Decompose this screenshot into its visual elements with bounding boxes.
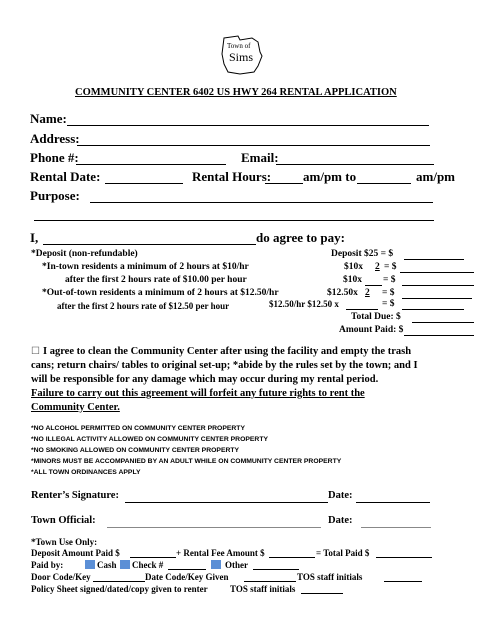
policy-staff-initials-label: TOS staff initials	[230, 584, 296, 594]
deposit-label: *Deposit (non-refundable)	[31, 249, 138, 259]
cash-checkbox[interactable]	[85, 560, 95, 569]
other-checkbox[interactable]	[211, 560, 221, 569]
in-town-after-amount-field[interactable]	[402, 285, 474, 286]
renter-date-label: Date:	[328, 490, 353, 501]
deposit-paid-field[interactable]	[130, 557, 176, 558]
total-due-field[interactable]	[412, 322, 474, 323]
door-code-field[interactable]	[93, 581, 145, 582]
in-town-rate: *In-town residents a minimum of 2 hours at $10/hr	[42, 262, 249, 272]
address-field[interactable]	[77, 145, 430, 146]
other-label: Other	[225, 560, 248, 570]
phone-label: Phone #:	[30, 150, 79, 165]
agreement-line1: I agree to clean the Community Center after using the facility and empty the trash	[43, 346, 412, 357]
total-due-label: Total Due: $	[351, 312, 401, 322]
out-town-after-hours-field[interactable]	[346, 309, 378, 310]
agree-checkbox[interactable]: ☐	[31, 346, 40, 357]
town-use-heading: *Town Use Only:	[31, 537, 98, 547]
town-use-row1-c: = Total Paid $	[316, 548, 370, 558]
check-checkbox[interactable]	[120, 560, 130, 569]
town-official-field[interactable]	[107, 527, 321, 528]
address-label: Address:	[30, 131, 80, 146]
out-town-amount-field[interactable]	[402, 298, 472, 299]
town-logo	[218, 34, 266, 76]
rental-hours-end-field[interactable]	[357, 183, 411, 184]
in-town-after-eq: = $	[383, 275, 396, 285]
total-paid-field[interactable]	[376, 557, 432, 558]
out-town-calc-a: $12.50x	[327, 288, 358, 298]
cash-label: Cash	[97, 560, 117, 570]
amount-paid-label: Amount Paid: $	[339, 325, 404, 335]
official-date-label: Date:	[328, 515, 353, 526]
out-town-calc-eq: = $	[382, 288, 395, 298]
check-number-field[interactable]	[168, 569, 206, 570]
name-field[interactable]	[67, 125, 429, 126]
paid-by-label: Paid by:	[31, 560, 64, 570]
staff-initials-field[interactable]	[384, 581, 422, 582]
out-town-after-amount-field[interactable]	[402, 309, 464, 310]
door-code-label: Door Code/Key	[31, 572, 91, 582]
in-town-calc-a: $10x	[344, 262, 363, 272]
agreement-line4: Failure to carry out this agreement will forfeit any future rights to rent the	[31, 388, 365, 399]
agree-name-field[interactable]	[43, 244, 256, 245]
out-town-calc-hours: 2	[365, 288, 370, 298]
phone-field[interactable]	[76, 164, 226, 165]
agreement-line5: Community Center.	[31, 402, 120, 413]
rental-hours-start-field[interactable]	[265, 183, 303, 184]
rule-item: *NO ALCOHOL PERMITTED ON COMMUNITY CENTER PROPERTY	[31, 425, 245, 432]
page-title: COMMUNITY CENTER 6402 US HWY 264 RENTAL APPLICATION	[75, 87, 397, 98]
in-town-calc-eq: = $	[384, 262, 397, 272]
agreement-line2: cans; return chairs/ tables to original set-up; *abide by the rules set by the town; and I	[31, 360, 418, 371]
town-use-row1-a: Deposit Amount Paid $	[31, 548, 120, 558]
rule-item: *MINORS MUST BE ACCOMPANIED BY AN ADULT WHILE ON COMMUNITY CENTER PROPERTY	[31, 458, 342, 465]
in-town-after: after the first 2 hours rate of $10.00 per hour	[65, 275, 247, 285]
purpose-label: Purpose:	[30, 188, 80, 203]
logo-line1: Town of	[227, 42, 251, 50]
email-field[interactable]	[276, 164, 434, 165]
renter-signature-field[interactable]	[125, 502, 328, 503]
in-town-after-hours-field[interactable]	[365, 285, 382, 286]
rule-item: *NO SMOKING ALLOWED ON COMMUNITY CENTER PROPERTY	[31, 447, 240, 454]
email-label: Email:	[241, 150, 279, 165]
check-label: Check #	[132, 560, 164, 570]
official-date-field[interactable]	[361, 527, 431, 528]
renter-signature-label: Renter’s Signature:	[31, 490, 119, 501]
deposit-value: Deposit $25 = $	[331, 249, 394, 259]
logo-line2: Sims	[229, 50, 254, 64]
date-code-given-label: Date Code/Key Given	[145, 572, 229, 582]
town-use-row1-b: + Rental Fee Amount $	[176, 548, 265, 558]
policy-staff-initials-field[interactable]	[301, 593, 343, 594]
rental-fee-paid-field[interactable]	[269, 557, 315, 558]
rental-hours-label: Rental Hours:	[192, 169, 272, 184]
rules-list	[31, 423, 341, 478]
am-pm-to-label: am/pm to	[303, 169, 357, 184]
policy-sheet-label: Policy Sheet signed/dated/copy given to renter	[31, 584, 208, 594]
in-town-amount-field[interactable]	[400, 272, 474, 273]
out-town-rate: *Out-of-town residents a minimum of 2 hours at $12.50/hr	[42, 288, 279, 298]
renter-date-field[interactable]	[356, 502, 430, 503]
rental-date-field[interactable]	[105, 183, 183, 184]
am-pm-label: am/pm	[416, 169, 455, 184]
out-town-after: after the first 2 hours rate of $12.50 per hour	[57, 301, 230, 311]
out-town-after-calc: $12.50/hr $12.50 x	[269, 299, 339, 309]
date-code-given-field[interactable]	[244, 581, 296, 582]
agreement-line3: will be responsible for any damage which may occur during my rental period.	[31, 374, 379, 385]
agree-prefix: I,	[30, 230, 39, 245]
rule-item: *NO ILLEGAL ACTIVITY ALLOWED ON COMMUNITY CENTER PROPERTY	[31, 436, 269, 443]
in-town-after-calc: $10x	[343, 275, 362, 285]
staff-initials-label: TOS staff initials	[297, 572, 363, 582]
rental-date-label: Rental Date:	[30, 169, 101, 184]
deposit-amount-field[interactable]	[404, 259, 464, 260]
rule-item: *ALL TOWN ORDINANCES APPLY	[31, 469, 141, 476]
other-field[interactable]	[253, 569, 299, 570]
agree-suffix: do agree to pay:	[256, 230, 345, 245]
town-official-label: Town Official:	[31, 515, 96, 526]
name-label: Name:	[30, 111, 67, 126]
out-town-after-eq: = $	[382, 299, 395, 309]
purpose-field[interactable]	[90, 202, 433, 203]
purpose-field-line2[interactable]	[34, 220, 434, 221]
in-town-calc-hours: 2	[375, 262, 380, 272]
amount-paid-field[interactable]	[404, 335, 474, 336]
